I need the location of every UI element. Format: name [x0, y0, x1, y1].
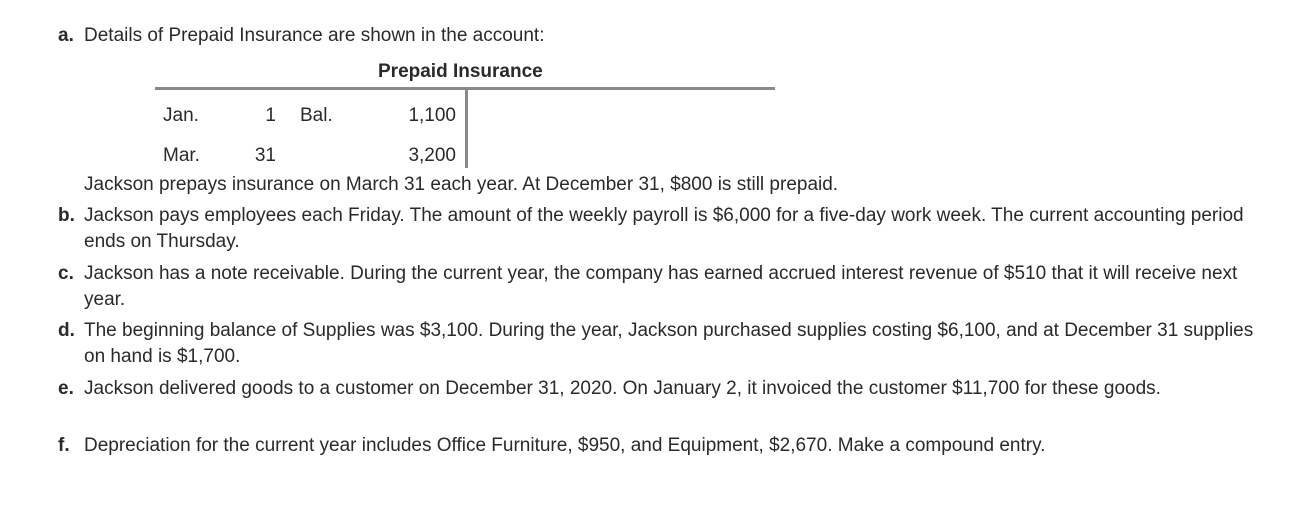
item-letter: f.	[58, 435, 70, 456]
item-text: The beginning balance of Supplies was $3,100. During the year, Jackson purchased supplies costing $6,100, and at December 31 supplies on hand is $1,700.	[84, 320, 1254, 367]
row-day: 31	[254, 145, 276, 166]
item-letter: d.	[58, 320, 75, 341]
row-amount: 3,200	[408, 145, 456, 166]
row-month: Mar.	[163, 145, 200, 166]
item-a-note: Jackson prepays insurance on March 31 each year. At December 31, $800 is still prepaid.	[84, 174, 839, 195]
item-letter: c.	[58, 263, 74, 284]
row-day: 1	[265, 105, 276, 126]
item-text: Jackson delivered goods to a customer on December 31, 2020. On January 2, it invoiced the customer $11,700 for these goods.	[84, 378, 1161, 399]
item-text: Jackson has a note receivable. During the current year, the company has earned accrued interest revenue of $510 that it will receive next year.	[84, 263, 1238, 310]
row-month: Jan.	[163, 105, 199, 126]
item-a-letter: a.	[58, 25, 74, 46]
item-text: Depreciation for the current year includes Office Furniture, $950, and Equipment, $2,670. Make a compound entry.	[84, 435, 1046, 456]
item-letter: e.	[58, 378, 74, 399]
item-letter: b.	[58, 205, 75, 226]
row-amount: 1,100	[408, 105, 456, 126]
row-ref: Bal.	[300, 105, 333, 126]
t-account-title: Prepaid Insurance	[378, 61, 543, 82]
item-text: Jackson pays employees each Friday. The amount of the weekly payroll is $6,000 for a five-day work week. The current accounting period ends on Thursday.	[84, 205, 1244, 252]
item-a-text: Details of Prepaid Insurance are shown in the account:	[84, 25, 545, 46]
t-account-vertical-rule	[465, 89, 468, 168]
